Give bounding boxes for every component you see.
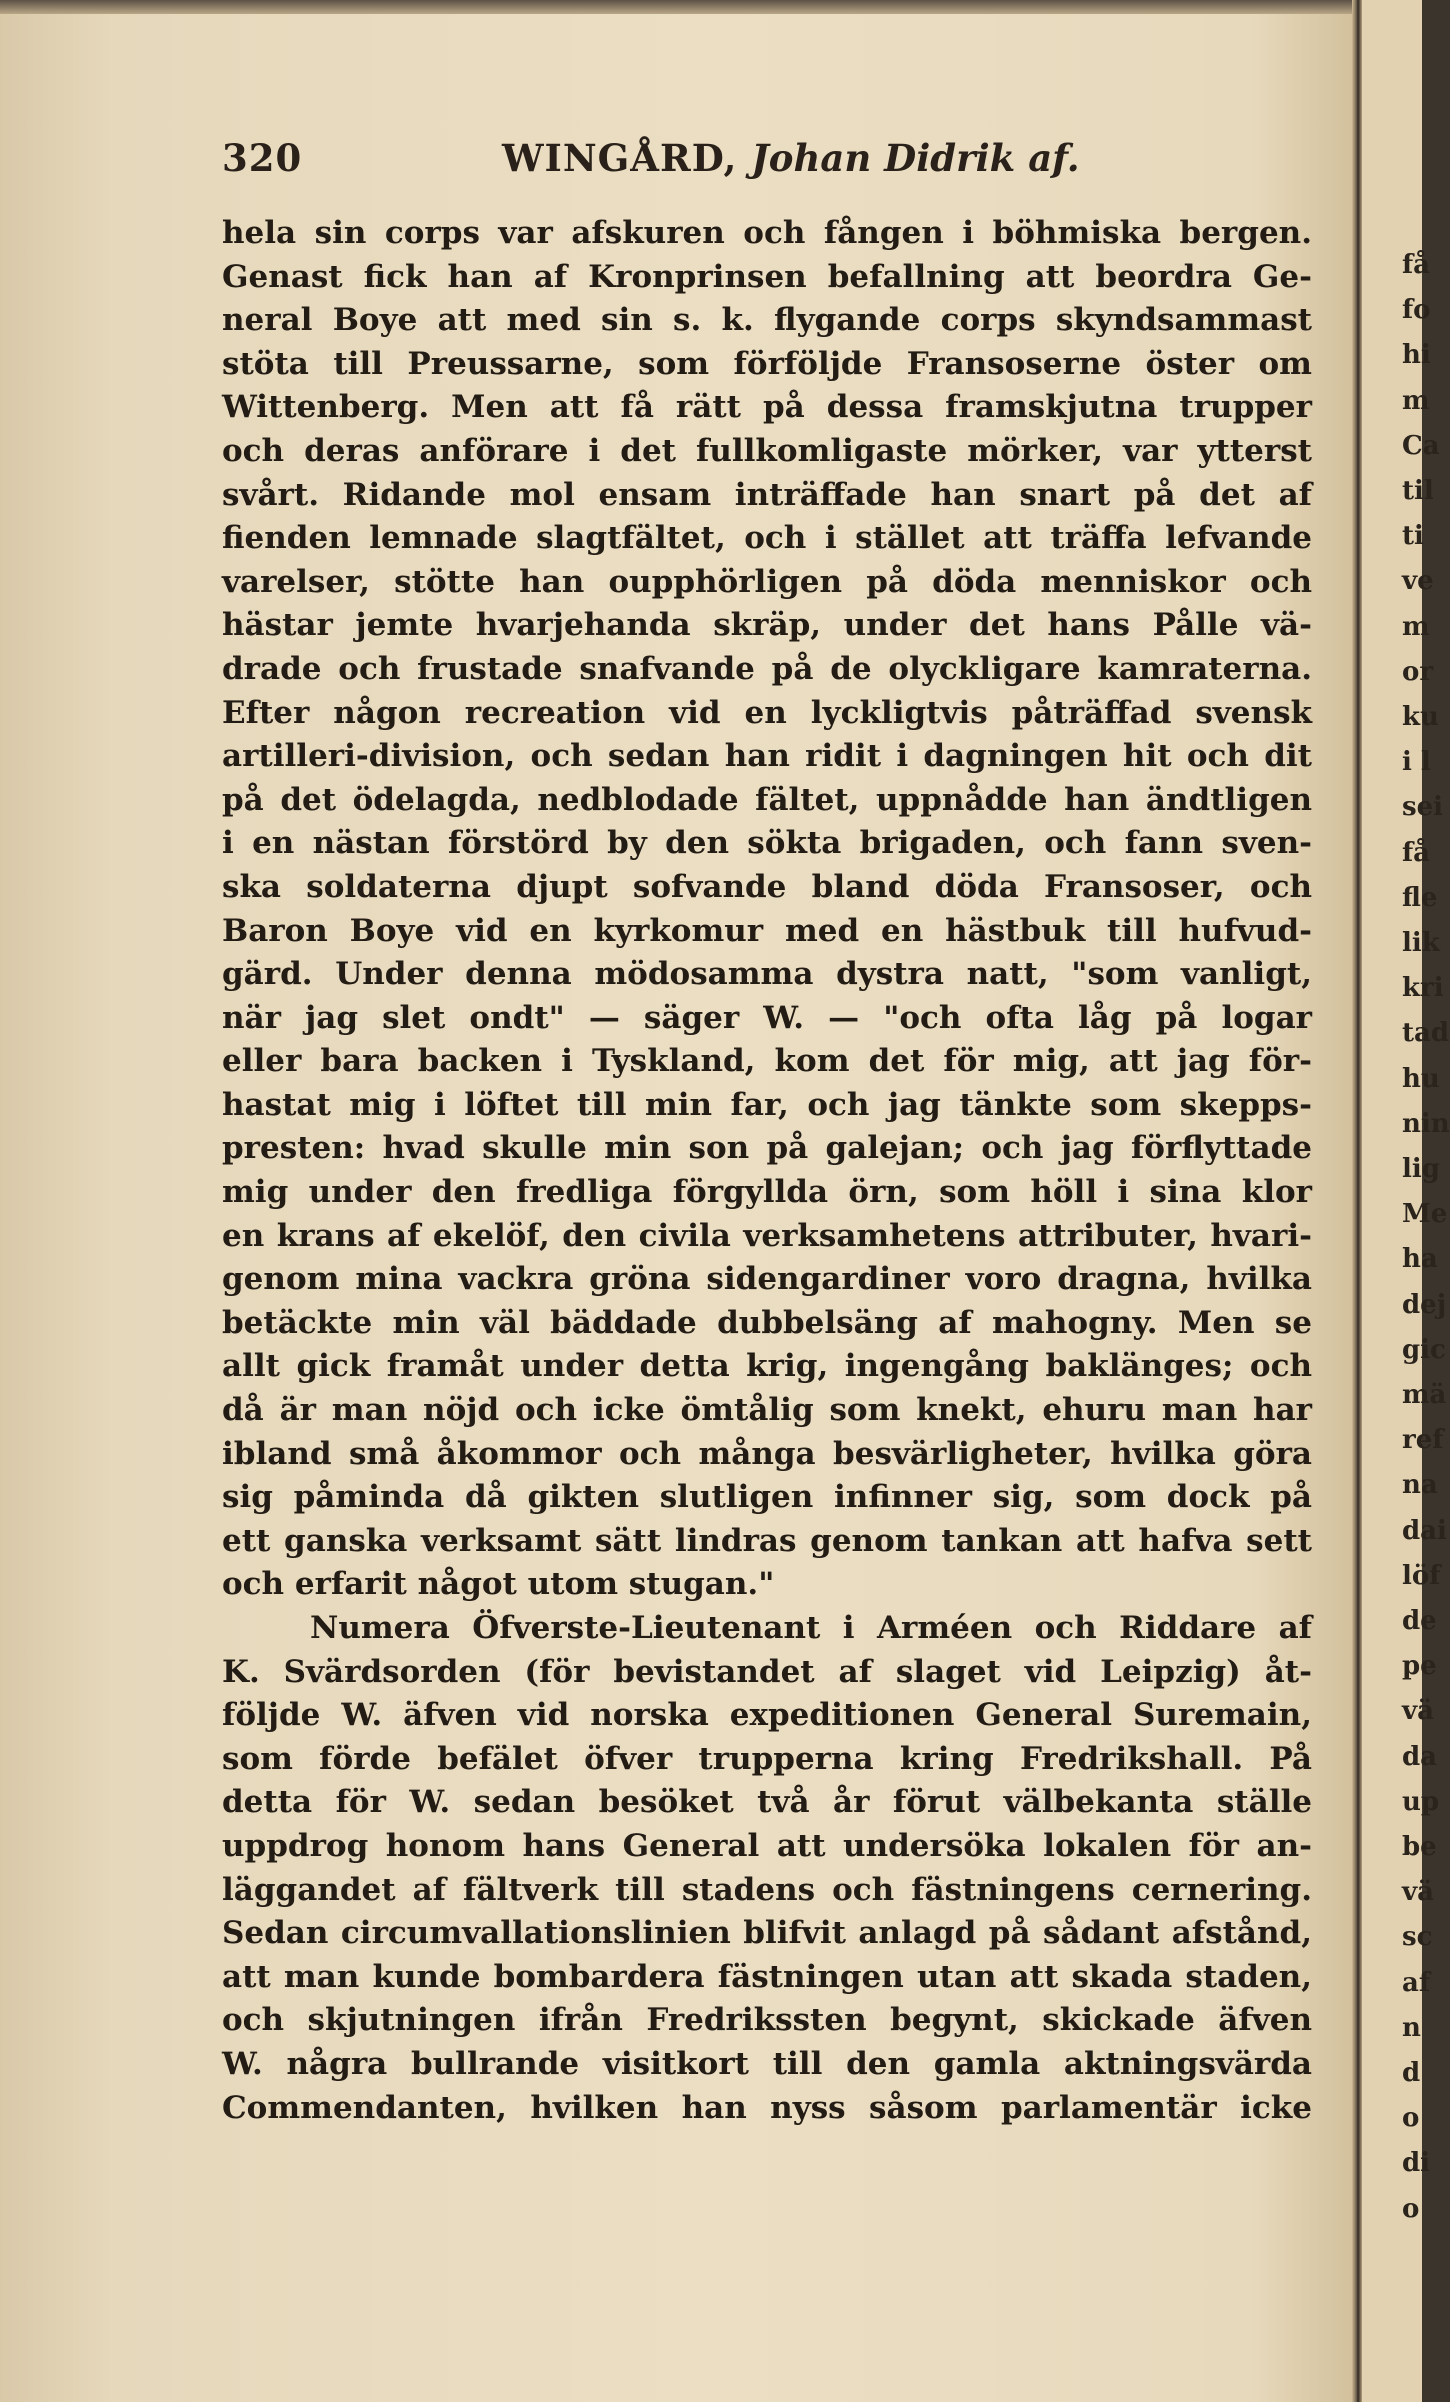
facing-page-fragment: o bbox=[1402, 2103, 1420, 2134]
text-line: ska soldaterna djupt sofvande bland döda Fransoser, och bbox=[222, 868, 1312, 905]
text-line: neral Boye att med sin s. k. flygande corps skyndsammast bbox=[222, 302, 1312, 339]
facing-page-fragment: up bbox=[1402, 1786, 1440, 1817]
text-line: i en nästan förstörd by den sökta brigaden, och fann sven- bbox=[222, 825, 1312, 862]
text-line: allt gick framåt under detta krig, ingengång baklänges; och bbox=[222, 1348, 1312, 1385]
body-text bbox=[222, 212, 1312, 2130]
facing-page-fragment: i l bbox=[1402, 747, 1431, 778]
text-line: betäckte min väl bäddade dubbelsäng af mahogny. Men se bbox=[222, 1304, 1312, 1341]
facing-page-fragment: tad bbox=[1402, 1018, 1450, 1049]
facing-page-fragment: gic bbox=[1402, 1334, 1446, 1365]
facing-page-fragment: fo bbox=[1402, 295, 1431, 326]
facing-page-fragment: ha bbox=[1402, 1244, 1438, 1275]
facing-page-fragment: m bbox=[1402, 611, 1430, 642]
text-line: ett ganska verksamt sätt lindras genom tankan att hafva sett bbox=[222, 1522, 1312, 1559]
text-line: hela sin corps var afskuren och fången i böhmiska bergen. bbox=[222, 215, 1312, 251]
facing-page-edge bbox=[1362, 0, 1450, 2402]
text-line: en krans af ekelöf, den civila verksamhetens attributer, hvari- bbox=[222, 1217, 1312, 1254]
text-line: på det ödelagda, nedblodade fältet, uppnådde han ändtligen bbox=[222, 781, 1312, 818]
text-line: uppdrog honom hans General att undersöka lokalen för an- bbox=[222, 1827, 1312, 1864]
facing-page-fragment: lig bbox=[1402, 1154, 1440, 1184]
text-line: hästar jemte hvarjehanda skräp, under det hans Pålle vä- bbox=[222, 607, 1312, 644]
running-head-given-name: Johan Didrik af. bbox=[751, 136, 1080, 180]
facing-page-fragment: hu bbox=[1402, 1063, 1440, 1094]
facing-page-fragment: be bbox=[1402, 1832, 1437, 1862]
facing-page-fragment: mä bbox=[1402, 1380, 1447, 1410]
text-line: Commendanten, hvilken han nyss såsom parlamentär icke bbox=[222, 2089, 1312, 2126]
text-line: hastat mig i löftet till min far, och jag tänkte som skepps- bbox=[222, 1086, 1312, 1123]
text-line: att man kunde bombardera fästningen utan att skada staden, bbox=[222, 1958, 1312, 1995]
facing-page-fragment: löf bbox=[1402, 1560, 1441, 1591]
facing-page-fragment: m bbox=[1402, 385, 1430, 416]
facing-page-fragment: o bbox=[1402, 2193, 1420, 2224]
text-line: presten: hvad skulle min son på galejan; och jag förflyttade bbox=[222, 1130, 1312, 1167]
facing-page-fragment: få bbox=[1402, 250, 1431, 280]
text-line: drade och frustade snafvande på de olyckligare kamraterna. bbox=[222, 650, 1312, 687]
text-line: då är man nöjd och icke ömtålig som knekt, ehuru man har bbox=[222, 1392, 1312, 1429]
text-line: Numera Öfverste-Lieutenant i Arméen och Riddare af bbox=[310, 1610, 1312, 1646]
text-line: Genast fick han af Kronprinsen befallning att beordra Ge- bbox=[222, 258, 1312, 295]
facing-page-fragment: fle bbox=[1402, 882, 1438, 913]
facing-page-fragment: sei bbox=[1402, 792, 1444, 823]
page-header bbox=[222, 136, 1322, 186]
text-line: Wittenberg. Men att få rätt på dessa framskjutna trupper bbox=[222, 389, 1312, 426]
text-line: mig under den fredliga förgyllda örn, som höll i sina klor bbox=[222, 1174, 1312, 1211]
text-line: svårt. Ridande mol ensam inträffade han snart på det af bbox=[222, 476, 1312, 513]
facing-page-fragment: ti bbox=[1402, 521, 1424, 552]
text-line: och deras anförare i det fullkomligaste mörker, var ytterst bbox=[222, 432, 1312, 469]
text-line: gärd. Under denna mödosamma dystra natt, "som vanligt, bbox=[222, 956, 1312, 993]
facing-page-fragment: nin bbox=[1402, 1108, 1450, 1139]
text-line: genom mina vackra gröna sidengardiner voro dragna, hvilka bbox=[222, 1261, 1312, 1298]
book-gutter bbox=[1352, 0, 1362, 2402]
text-line: varelser, stötte han oupphörligen på döda menniskor och bbox=[222, 563, 1312, 600]
facing-page-fragment: dai bbox=[1402, 1515, 1447, 1546]
text-line: stöta till Preussarne, som förföljde Fransoserne öster om bbox=[222, 345, 1312, 382]
text-line: eller bara backen i Tyskland, kom det för mig, att jag för- bbox=[222, 1043, 1312, 1080]
facing-page-fragment: ref bbox=[1402, 1425, 1444, 1456]
facing-page-fragment: pe bbox=[1402, 1651, 1437, 1682]
text-line: detta för W. sedan besöket två år förut välbekanta ställe bbox=[222, 1784, 1312, 1821]
text-line: följde W. äfven vid norska expeditionen General Suremain, bbox=[222, 1697, 1312, 1734]
page-number: 320 bbox=[222, 136, 303, 180]
facing-page-fragment: vä bbox=[1402, 1696, 1434, 1727]
facing-page-fragment: d bbox=[1402, 2058, 1421, 2088]
facing-page-fragment: hi bbox=[1402, 340, 1431, 371]
text-line: sig påminda då gikten slutligen infinner sig, som dock på bbox=[222, 1479, 1312, 1516]
facing-page-fragment: or bbox=[1402, 656, 1434, 687]
facing-page-fragment: ve bbox=[1402, 566, 1434, 597]
text-line: Sedan circumvallationslinien blifvit anlagd på sådant afstånd, bbox=[222, 1915, 1312, 1952]
text-line: läggandet af fältverk till stadens och fästningens cernering. bbox=[222, 1871, 1312, 1908]
running-head-name: WINGÅRD, bbox=[502, 136, 738, 180]
text-line: Baron Boye vid en kyrkomur med en hästbuk till hufvud- bbox=[222, 912, 1312, 949]
facing-page-fragment: da bbox=[1402, 1741, 1438, 1772]
running-head bbox=[502, 136, 1080, 180]
facing-page-fragment: Ca bbox=[1402, 430, 1440, 461]
facing-page-fragment: lik bbox=[1402, 928, 1440, 958]
facing-page-fragment: ku bbox=[1402, 702, 1439, 732]
text-line: och erfarit något utom stugan." bbox=[222, 1566, 775, 1603]
text-line: ibland små åkommor och många besvärligheter, hvilka göra bbox=[222, 1435, 1312, 1472]
page-top-edge bbox=[0, 0, 1422, 14]
facing-page-fragment: dej bbox=[1402, 1289, 1447, 1320]
facing-page-fragment: de bbox=[1402, 1606, 1437, 1636]
text-line: K. Svärdsorden (för bevistandet af slaget vid Leipzig) åt- bbox=[222, 1653, 1312, 1690]
text-line: när jag slet ondt" — säger W. — "och ofta låg på logar bbox=[222, 999, 1312, 1036]
facing-page-fragment: få bbox=[1402, 837, 1431, 868]
facing-page-fragment: n bbox=[1402, 2012, 1421, 2043]
text-line: fienden lemnade slagtfältet, och i stället att träffa lefvande bbox=[222, 520, 1312, 557]
facing-page-fragment: af bbox=[1402, 1967, 1431, 1998]
text-line: artilleri-division, och sedan han ridit i dagningen hit och dit bbox=[222, 738, 1312, 775]
text-line: W. några bullrande visitkort till den gamla aktningsvärda bbox=[222, 2045, 1312, 2082]
facing-page-fragment: til bbox=[1402, 476, 1434, 506]
facing-page-fragment: sc bbox=[1402, 1922, 1433, 1953]
facing-page-fragment: kri bbox=[1402, 973, 1444, 1004]
facing-page-fragment: vä bbox=[1402, 1877, 1434, 1908]
text-line: och skjutningen ifrån Fredrikssten begynt, skickade äfven bbox=[222, 2002, 1312, 2039]
text-line: Efter någon recreation vid en lyckligtvis påträffad svensk bbox=[222, 694, 1312, 731]
facing-page-fragment: Me bbox=[1402, 1199, 1448, 1230]
text-line: som förde befälet öfver trupperna kring Fredrikshall. På bbox=[222, 1740, 1312, 1777]
facing-page-fragment: na bbox=[1402, 1470, 1438, 1501]
facing-page-fragment: di bbox=[1402, 2148, 1431, 2179]
